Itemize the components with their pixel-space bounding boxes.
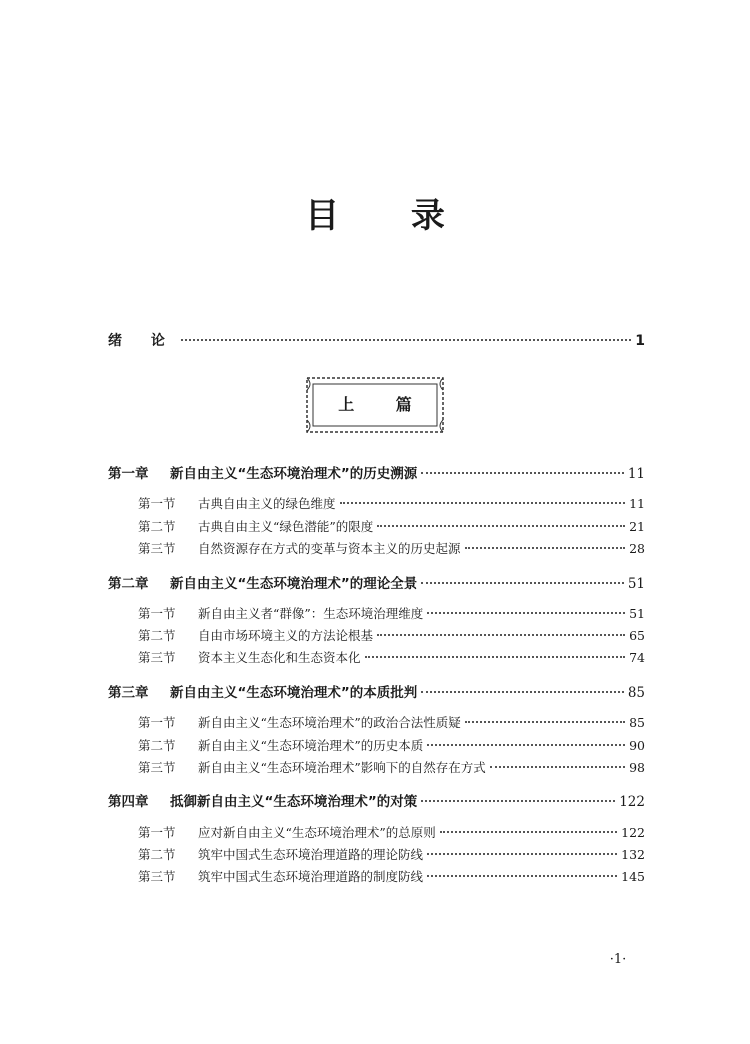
toc-chapter-3[interactable] — [108, 681, 645, 701]
toc-entry-title: 绪 论 — [108, 333, 177, 349]
toc-section[interactable] — [138, 713, 645, 731]
part-heading-box — [305, 376, 445, 434]
toc-chapter-4[interactable] — [108, 790, 645, 810]
toc-section[interactable] — [138, 845, 645, 863]
section-number: 第三节 — [138, 541, 176, 556]
chapter-title: 抵御新自由主义“生态环境治理术”的对策 — [170, 794, 418, 810]
toc-chapter-2[interactable] — [108, 572, 645, 592]
toc-section[interactable] — [138, 626, 645, 644]
chapter-number: 第一章 — [108, 466, 149, 482]
section-title: 新自由主义者“群像”：生态环境治理维度 — [198, 606, 424, 621]
section-number: 第一节 — [138, 715, 176, 730]
toc-page-number: 85 — [627, 685, 645, 701]
section-number: 第一节 — [138, 496, 176, 511]
chapter-number: 第四章 — [108, 794, 149, 810]
dot-leader — [465, 547, 626, 549]
chapter-title: 新自由主义“生态环境治理术”的历史溯源 — [170, 466, 418, 482]
toc-chapter-1[interactable] — [108, 462, 645, 482]
section-title: 筑牢中国式生态环境治理道路的理论防线 — [198, 847, 424, 862]
section-title: 资本主义生态化和生态资本化 — [198, 650, 361, 665]
toc-section[interactable] — [138, 823, 645, 841]
toc-page-number: 74 — [629, 650, 645, 665]
section-title: 古典自由主义“绿色潜能”的限度 — [198, 519, 374, 534]
toc-page-number: 21 — [629, 519, 645, 534]
dot-leader — [427, 744, 625, 746]
section-title: 自由市场环境主义的方法论根基 — [198, 628, 374, 643]
dot-leader — [377, 525, 625, 527]
toc-section[interactable] — [138, 736, 645, 754]
dot-leader — [465, 721, 625, 723]
toc-page-number: 28 — [629, 541, 645, 556]
dot-leader — [421, 800, 615, 802]
page-folio: ·1· — [609, 952, 627, 967]
toc-page-number: 1 — [635, 333, 645, 349]
dot-leader — [427, 612, 625, 614]
section-number: 第二节 — [138, 847, 176, 862]
section-title: 自然资源存在方式的变革与资本主义的历史起源 — [198, 541, 461, 556]
dot-leader — [421, 582, 624, 584]
chapter-title: 新自由主义“生态环境治理术”的理论全景 — [170, 576, 418, 592]
section-number: 第二节 — [138, 628, 176, 643]
toc-page-number: 90 — [629, 738, 645, 753]
toc-page-number: 11 — [627, 466, 645, 482]
section-title: 筑牢中国式生态环境治理道路的制度防线 — [198, 869, 424, 884]
dot-leader — [421, 691, 624, 693]
toc-section[interactable] — [138, 758, 645, 776]
section-number: 第一节 — [138, 825, 176, 840]
section-number: 第三节 — [138, 650, 176, 665]
dot-leader — [365, 656, 626, 658]
dot-leader — [427, 853, 617, 855]
toc-section[interactable] — [138, 867, 645, 885]
dot-leader — [427, 875, 617, 877]
section-number: 第一节 — [138, 606, 176, 621]
toc-page-number: 145 — [621, 869, 645, 884]
toc-page-number: 122 — [619, 794, 645, 810]
chapter-number: 第二章 — [108, 576, 149, 592]
toc-section[interactable] — [138, 494, 645, 512]
dot-leader — [490, 766, 625, 768]
section-number: 第二节 — [138, 738, 176, 753]
chapter-title: 新自由主义“生态环境治理术”的本质批判 — [170, 685, 418, 701]
dot-leader — [421, 472, 624, 474]
dot-leader — [181, 339, 631, 341]
section-title: 古典自由主义的绿色维度 — [198, 496, 336, 511]
toc-page-number: 51 — [627, 576, 645, 592]
toc-page-number: 65 — [629, 628, 645, 643]
toc-entry-intro[interactable] — [108, 330, 645, 350]
section-number: 第二节 — [138, 519, 176, 534]
section-number: 第三节 — [138, 869, 176, 884]
dot-leader — [377, 634, 625, 636]
dot-leader — [340, 502, 626, 504]
toc-page-number: 85 — [629, 715, 645, 730]
toc-section[interactable] — [138, 517, 645, 535]
toc-page-number: 132 — [621, 847, 645, 862]
section-title: 新自由主义“生态环境治理术”的历史本质 — [198, 738, 424, 753]
toc-page-number: 98 — [629, 760, 645, 775]
section-title: 新自由主义“生态环境治理术”影响下的自然存在方式 — [198, 760, 486, 775]
toc-page-number: 122 — [621, 825, 645, 840]
part-label: 上 篇 — [338, 395, 430, 414]
section-title: 应对新自由主义“生态环境治理术”的总原则 — [198, 825, 436, 840]
section-title: 新自由主义“生态环境治理术”的政治合法性质疑 — [198, 715, 461, 730]
toc-page-number: 51 — [629, 606, 645, 621]
page-title: 目 录 — [305, 196, 475, 236]
chapter-number: 第三章 — [108, 685, 149, 701]
dot-leader — [440, 831, 617, 833]
toc-page-number: 11 — [629, 496, 645, 511]
section-number: 第三节 — [138, 760, 176, 775]
toc-section[interactable] — [138, 648, 645, 666]
toc-section[interactable] — [138, 604, 645, 622]
toc-section[interactable] — [138, 539, 645, 557]
